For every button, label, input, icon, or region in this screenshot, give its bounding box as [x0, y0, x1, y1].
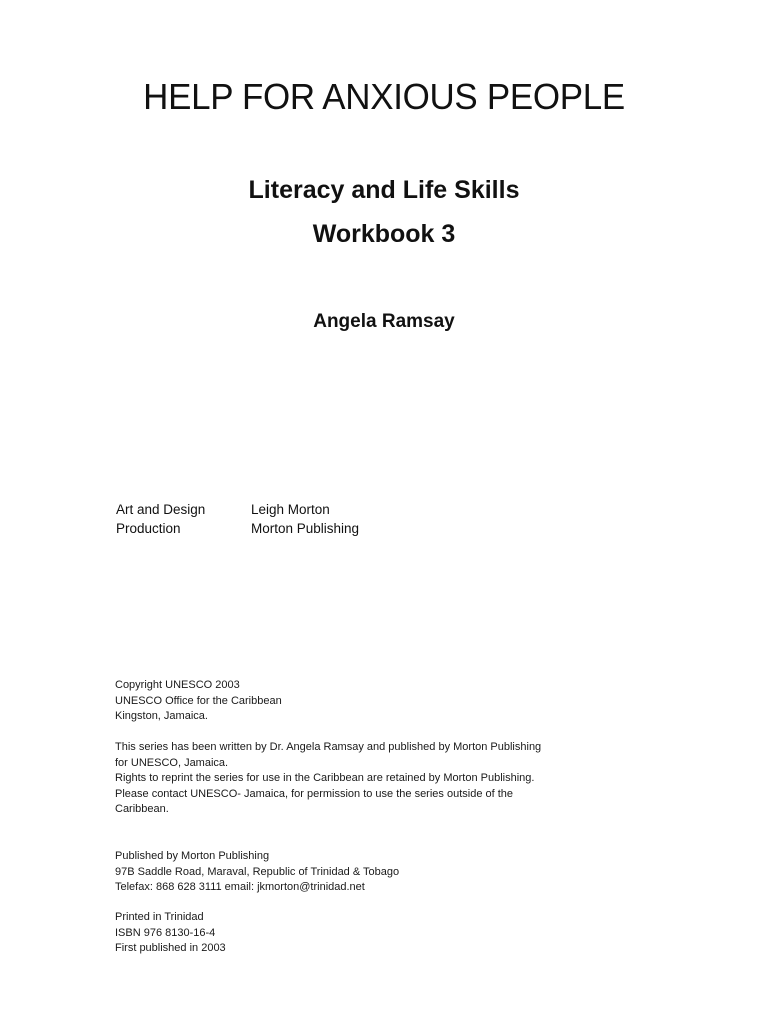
- book-title: HELP FOR ANXIOUS PEOPLE: [143, 76, 625, 117]
- printing-block: [115, 910, 226, 957]
- publisher-line: Published by Morton Publishing: [115, 850, 270, 862]
- copyright-line: Kingston, Jamaica.: [115, 710, 208, 723]
- publisher-line: Telefax: 868 628 3111 email: jkmorton@trinidad.net: [115, 881, 365, 894]
- credit-name: Leigh Morton: [251, 502, 330, 517]
- credit-row: [116, 500, 359, 519]
- printing-line: ISBN 976 8130-16-4: [115, 926, 216, 939]
- publisher-block: [115, 849, 399, 896]
- credit-row: [116, 519, 359, 538]
- copyright-block: [115, 678, 282, 725]
- credit-role: Art and Design: [116, 502, 206, 517]
- series-note-line: This series has been written by Dr. Angela Ramsay and published by Morton Publishing: [115, 741, 542, 753]
- series-note-line: for UNESCO, Jamaica.: [115, 756, 229, 769]
- printing-line: Printed in Trinidad: [115, 911, 204, 923]
- series-note-line: Rights to reprint the series for use in the Caribbean are retained by Morton Publishing.: [115, 772, 535, 785]
- author-name: Angela Ramsay: [313, 311, 455, 332]
- credits-list: [116, 500, 359, 538]
- book-subtitle-workbook: Workbook 3: [312, 220, 456, 248]
- printing-line: First published in 2003: [115, 942, 226, 955]
- copyright-line: Copyright UNESCO 2003: [115, 679, 240, 691]
- series-note-line: Caribbean.: [115, 803, 169, 816]
- series-note-line: Please contact UNESCO- Jamaica, for permission to use the series outside of the: [115, 787, 514, 800]
- series-note-block: [115, 740, 541, 818]
- book-subtitle-series: Literacy and Life Skills: [248, 176, 520, 204]
- copyright-line: UNESCO Office for the Caribbean: [115, 694, 282, 707]
- publisher-line: 97B Saddle Road, Maraval, Republic of Trinidad & Tobago: [115, 865, 400, 878]
- credit-role: Production: [116, 521, 181, 536]
- credit-name: Morton Publishing: [251, 521, 360, 536]
